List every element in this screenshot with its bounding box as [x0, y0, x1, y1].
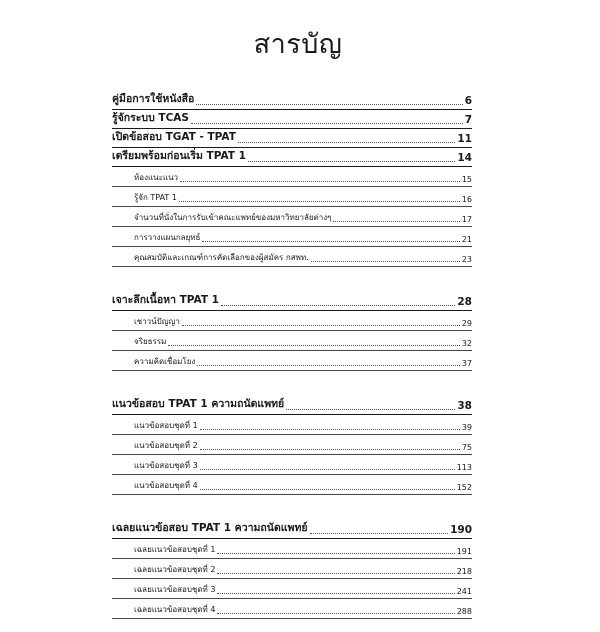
toc-subsection-entry[interactable] [112, 539, 472, 559]
toc-page-number: 16 [461, 195, 472, 204]
toc-entry-label: แนวข้อสอบชุดที่ 3 [134, 461, 198, 470]
toc-entry-label: จริยธรรม [134, 337, 167, 346]
toc-subsection-entry[interactable] [112, 599, 472, 619]
toc-entry-label: เปิดข้อสอบ TGAT - TPAT [112, 131, 236, 143]
toc-entry-label: เฉลยแนวข้อสอบชุดที่ 4 [134, 605, 216, 614]
toc-entry-label: ความคิดเชื่อมโยง [134, 357, 196, 366]
toc-page-number: 32 [461, 339, 472, 348]
toc-page-number: 23 [461, 255, 472, 264]
toc-entry-label: คุณสมบัติและเกณฑ์การคัดเลือกของผู้สมัคร กสพท. [134, 253, 309, 262]
toc-page-number: 14 [457, 152, 472, 164]
dot-leader [191, 123, 463, 124]
toc-page-number: 152 [456, 483, 472, 492]
toc-subsection-entry[interactable] [112, 415, 472, 435]
toc-subsection-entry[interactable] [112, 435, 472, 455]
toc-entry-label: เจาะลึกเนื้อหา TPAT 1 [112, 294, 219, 306]
dot-leader [217, 593, 454, 594]
dot-leader [197, 365, 460, 366]
toc-entry-label: เฉลยแนวข้อสอบชุดที่ 3 [134, 585, 216, 594]
toc-page-number: 113 [456, 463, 472, 472]
dot-leader [200, 449, 460, 450]
toc-subsection-entry[interactable] [112, 227, 472, 247]
toc-entry-label: เตรียมพร้อมก่อนเริ่ม TPAT 1 [112, 150, 246, 162]
toc-entry-label: การวางแผนกลยุทธ์ [134, 233, 201, 242]
dot-leader [217, 613, 454, 614]
dot-leader [200, 489, 455, 490]
toc-page-number: 191 [456, 547, 472, 556]
toc-section [112, 148, 472, 267]
toc-page-number: 29 [461, 319, 472, 328]
toc-page-number: 6 [464, 95, 472, 107]
toc-page-number: 15 [461, 175, 472, 184]
toc-entry-label: ห้องแนะแนว [134, 173, 179, 182]
toc-entry-label: แนวข้อสอบชุดที่ 2 [134, 441, 198, 450]
dot-leader [311, 261, 460, 262]
dot-leader [286, 409, 455, 410]
toc-entry-label: จำนวนที่นั่งในการรับเข้าคณะแพทย์ของมหาวิทยาลัยต่างๆ [134, 213, 332, 222]
dot-leader [200, 469, 455, 470]
toc-entry-label: รู้จักระบบ TCAS [112, 112, 189, 124]
dot-leader [217, 553, 454, 554]
toc-entry-label: เฉลยแนวข้อสอบชุดที่ 1 [134, 545, 216, 554]
toc-subsection-entry[interactable] [112, 207, 472, 227]
dot-leader [182, 325, 460, 326]
toc-page-number: 190 [450, 524, 472, 536]
dot-leader [196, 104, 462, 105]
toc-section [112, 129, 472, 148]
toc-section [112, 520, 472, 619]
toc-section [112, 110, 472, 129]
toc-page-number: 38 [457, 400, 472, 412]
toc-subsection-entry[interactable] [112, 187, 472, 207]
toc-subsection-entry[interactable] [112, 455, 472, 475]
toc-page-number: 7 [464, 114, 472, 126]
toc-entry-label: รู้จัก TPAT 1 [134, 193, 177, 202]
toc-page-number: 21 [461, 235, 472, 244]
dot-leader [310, 533, 449, 534]
toc-section [112, 91, 472, 110]
toc-page-number: 11 [457, 133, 472, 145]
toc-section-entry[interactable] [112, 292, 472, 311]
toc-page-number: 241 [456, 587, 472, 596]
toc-section [112, 292, 472, 371]
toc-entry-label: เฉลยแนวข้อสอบชุดที่ 2 [134, 565, 216, 574]
dot-leader [248, 161, 455, 162]
dot-leader [168, 345, 459, 346]
dot-leader [333, 221, 459, 222]
toc-page-number: 75 [461, 443, 472, 452]
toc-section [112, 396, 472, 495]
toc-subsection-entry[interactable] [112, 331, 472, 351]
toc-section-entry[interactable] [112, 148, 472, 167]
toc-entry-label: เฉลยแนวข้อสอบ TPAT 1 ความถนัดแพทย์ [112, 522, 308, 534]
dot-leader [221, 305, 455, 306]
toc-subsection-entry[interactable] [112, 351, 472, 371]
dot-leader [179, 201, 460, 202]
toc-entry-label: แนวข้อสอบชุดที่ 1 [134, 421, 198, 430]
dot-leader [180, 181, 460, 182]
toc-entry-label: คู่มือการใช้หนังสือ [112, 93, 195, 105]
toc-page-number: 39 [461, 423, 472, 432]
toc-section-entry[interactable] [112, 520, 472, 539]
dot-leader [238, 142, 455, 143]
toc-section-entry[interactable] [112, 129, 472, 148]
table-of-contents-page [112, 22, 472, 632]
toc-subsection-entry[interactable] [112, 311, 472, 331]
toc-subsection-entry[interactable] [112, 559, 472, 579]
toc-page-number: 28 [457, 296, 472, 308]
dot-leader [217, 573, 454, 574]
toc-page-number: 288 [456, 607, 472, 616]
toc-subsection-entry[interactable] [112, 247, 472, 267]
toc-subsection-entry[interactable] [112, 475, 472, 495]
toc-entry-label: แนวข้อสอบชุดที่ 4 [134, 481, 198, 490]
toc-subsection-entry[interactable] [112, 167, 472, 187]
page-title: สารบัญ [253, 29, 343, 60]
toc-subsection-entry[interactable] [112, 579, 472, 599]
dot-leader [202, 241, 459, 242]
toc-entry-label: แนวข้อสอบ TPAT 1 ความถนัดแพทย์ [112, 398, 285, 410]
toc-section-entry[interactable] [112, 91, 472, 110]
toc-page-number: 218 [456, 567, 472, 576]
toc-list [112, 91, 472, 619]
toc-page-number: 37 [461, 359, 472, 368]
toc-section-entry[interactable] [112, 396, 472, 415]
toc-entry-label: เชาวน์ปัญญา [134, 317, 180, 326]
dot-leader [200, 429, 460, 430]
toc-page-number: 17 [461, 215, 472, 224]
toc-section-entry[interactable] [112, 110, 472, 129]
